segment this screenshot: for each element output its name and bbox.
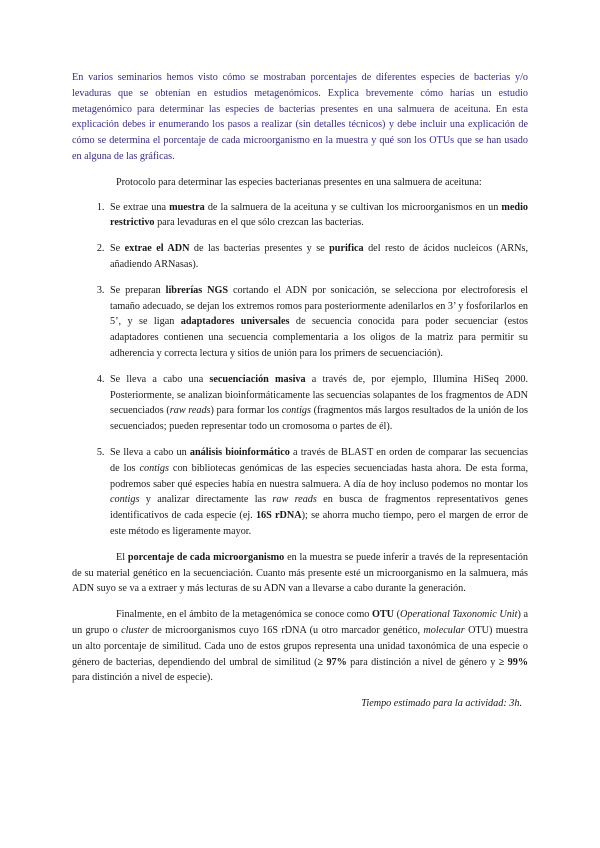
step-item: 3. Se preparan librerías NGS cortando el ADN por sonicación, se selecciona por electroforesis el tamaño adecuado, se dejan los extremos romos para posteriormente adenilarlos en 3’ y fosforilarlos en 5’, y se ligan adaptadores universales de secuencia conocida para poder secuenciar (estos adaptadores contienen una secuencia complementaria a los oligos de la matriz para permitir su adherencia y correcta lectura y sitios de unión para los primers de secuenciación).: [107, 283, 528, 362]
step-item: 2. Se extrae el ADN de las bacterias presentes y se purifica del resto de ácidos nucleicos (ARNs, añadiendo ARNasas).: [107, 241, 528, 273]
protocol-steps: [72, 200, 528, 540]
step-item: 5. Se lleva a cabo un análisis bioinformático a través de BLAST en orden de comparar las secuencias de los contigs con bibliotecas genómicas de las especies secuenciadas hasta ahora. De esta forma, podremos saber qué especies había en nuestra salmuera. A día de hoy incluso podemos no montar los contigs y analizar directamente las raw reads en busca de fragmentos representativos genes identificativos de cada especie (ej. 16S rDNA); se ahorra mucho tiempo, pero el margen de error de este método es ligeramente mayor.: [107, 445, 528, 540]
otu-paragraph: Finalmente, en el ámbito de la metagenómica se conoce como OTU (Operational Taxonomic Unit) a un grupo o cluster de microorganismos cuyo 16S rDNA (u otro marcador genético, molecular OTU) muestra un alto porcentaje de similitud. Cada uno de estos grupos representa una unidad taxonómica de una especie o género de bacterias, dependiendo del umbral de similitud (≥ 97% para distinción a nivel de género y ≥ 99% para distinción a nivel de especie).: [72, 609, 529, 684]
time-estimate: Tiempo estimado para la actividad: 3h.: [361, 698, 522, 710]
protocol-title: Protocolo para determinar las especies bacterianas presentes en una salmuera de aceituna:: [116, 176, 482, 188]
assignment-prompt: En varios seminarios hemos visto cómo se mostraban porcentajes de diferentes especies de bacterias y/o levaduras que se obtenían en estudios metagenómicos. Explica brevemente cómo harías un estudio metagenómico para determinar las especies de bacterias presentes en una salmuera de aceituna. En esta explicación debes ir enumerando los pasos a realizar (sin detalles técnicos) y debe incluir una explicación de cómo se determina el porcentaje de cada microorganismo en la muestra y qué son los OTUs que se han usado en alguna de las gráficas.: [72, 72, 528, 162]
percentage-paragraph: El porcentaje de cada microorganismo en la muestra se puede inferir a través de la representación de su material genético en la secuenciación. Cuanto más presente esté un microorganismo en la salmuera, más ADN suyo se va a extraer y más lecturas de su ADN van a llevarse a cabo durante la generación.: [72, 551, 528, 595]
step-item: 1. Se extrae una muestra de la salmuera de la aceituna y se cultivan los microorganismos en un medio restrictivo para levaduras en el que sólo crezcan las bacterias.: [107, 200, 528, 232]
step-item: 4. Se lleva a cabo una secuenciación masiva a través de, por ejemplo, Illumina HiSeq 2000. Posteriormente, se analizan bioinformáticamente las secuencias solapantes de los fragmentos de ADN secuenciados (raw reads) para formar los contigs (fragmentos más largos resultados de la unión de los secuenciados; pueden representar todo un cromosoma o partes de él).: [107, 372, 528, 435]
